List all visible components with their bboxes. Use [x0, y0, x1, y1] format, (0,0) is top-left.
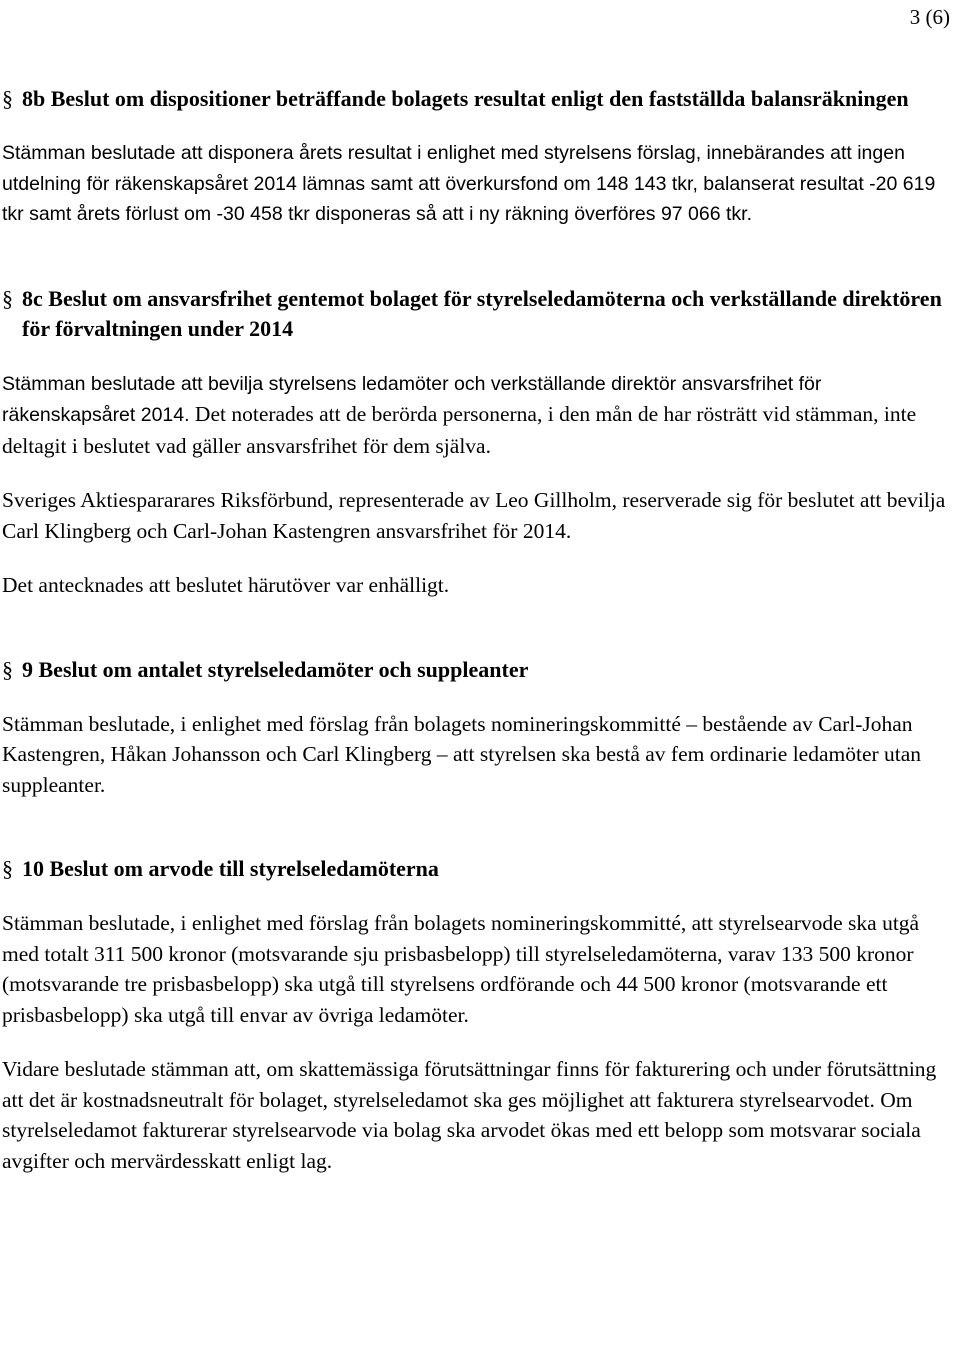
page-number: 3 (6) — [909, 5, 950, 29]
paragraph: Stämman beslutade, i enlighet med förslag från bolagets nomineringskommitté, att styrelsearvode ska utgå med totalt 311 500 kronor (motsvarande sju prisbasbelopp) till styrelseledamöterna, varav 133 500 kronor (motsvarande tre prisbasbelopp) ska utgå till styrelsens ordförande och 44 500 kronor (motsvarande ett prisbasbelopp) ska utgå till envar av övriga ledamöter. — [2, 911, 920, 1027]
section-sign: § — [2, 656, 13, 682]
section-heading-8b — [0, 84, 958, 114]
section-9 — [0, 655, 958, 801]
paragraph — [0, 368, 958, 462]
section-heading-10 — [0, 854, 958, 884]
paragraph-sans-part: Stämman beslutade att bevilja styrelsens ledamöter och verkställande direktör ansvarsfrihet för räkenskapsåret 2014. — [2, 372, 822, 426]
section-sign: § — [2, 86, 13, 111]
section-sign: § — [2, 856, 13, 881]
section-heading-8c — [0, 284, 958, 344]
section-8b — [0, 84, 958, 230]
document-body — [0, 84, 958, 1176]
section-8c — [0, 284, 958, 601]
paragraph: Det antecknades att beslutet härutöver var enhälligt. — [2, 573, 450, 597]
paragraph: Stämman beslutade, i enlighet med förslag från bolagets nomineringskommitté – bestående av Carl-Johan Kastengren, Håkan Johansson och Carl Klingberg – att styrelsen ska bestå av fem ordinarie ledamöter utan suppleanter. — [2, 711, 922, 797]
section-heading-9 — [0, 655, 958, 685]
section-heading-text: 9 Beslut om antalet styrelseledamöter och suppleanter — [22, 656, 529, 682]
paragraph-part: Det noterades att de berörda personerna, i den mån de har rösträtt vid stämman, inte deltagit i beslutet vad gäller ansvarsfrihet för dem själva. — [2, 402, 917, 458]
paragraph: Stämman beslutade att disponera årets resultat i enlighet med styrelsens förslag, innebärandes att ingen utdelning för räkenskapsåret 2014 lämnas samt att överkursfond om 148 143 tkr, balanserat resultat -20 619 tkr samt årets förlust om -30 458 tkr disponeras så att i ny räkning överföres 97 066 tkr. — [2, 142, 936, 225]
section-10 — [0, 854, 958, 1176]
paragraph: Vidare beslutade stämman att, om skattemässiga förutsättningar finns för fakturering och under förutsättning att det är kostnadsneutralt för bolaget, styrelseledamot ska ges möjlighet att fakturera styrelsearvodet. Om styrelseledamot fakturerar styrelsearvode via bolag ska arvodet ökas med ett belopp som motsvarar sociala avgifter och mervärdesskatt enligt lag. — [2, 1057, 937, 1173]
section-heading-text: 10 Beslut om arvode till styrelseledamöterna — [22, 856, 439, 881]
section-heading-text: 8c Beslut om ansvarsfrihet gentemot bolaget för styrelseledamöterna och verkställande direktören för förvaltningen under 2014 — [22, 285, 942, 341]
section-heading-text: 8b Beslut om dispositioner beträffande bolagets resultat enligt den fastställda balansräkningen — [22, 86, 909, 111]
paragraph: Sveriges Aktiespararares Riksförbund, representerade av Leo Gillholm, reserverade sig för beslutet att bevilja Carl Klingberg och Carl-Johan Kastengren ansvarsfrihet för 2014. — [2, 488, 946, 543]
section-sign: § — [2, 285, 13, 311]
